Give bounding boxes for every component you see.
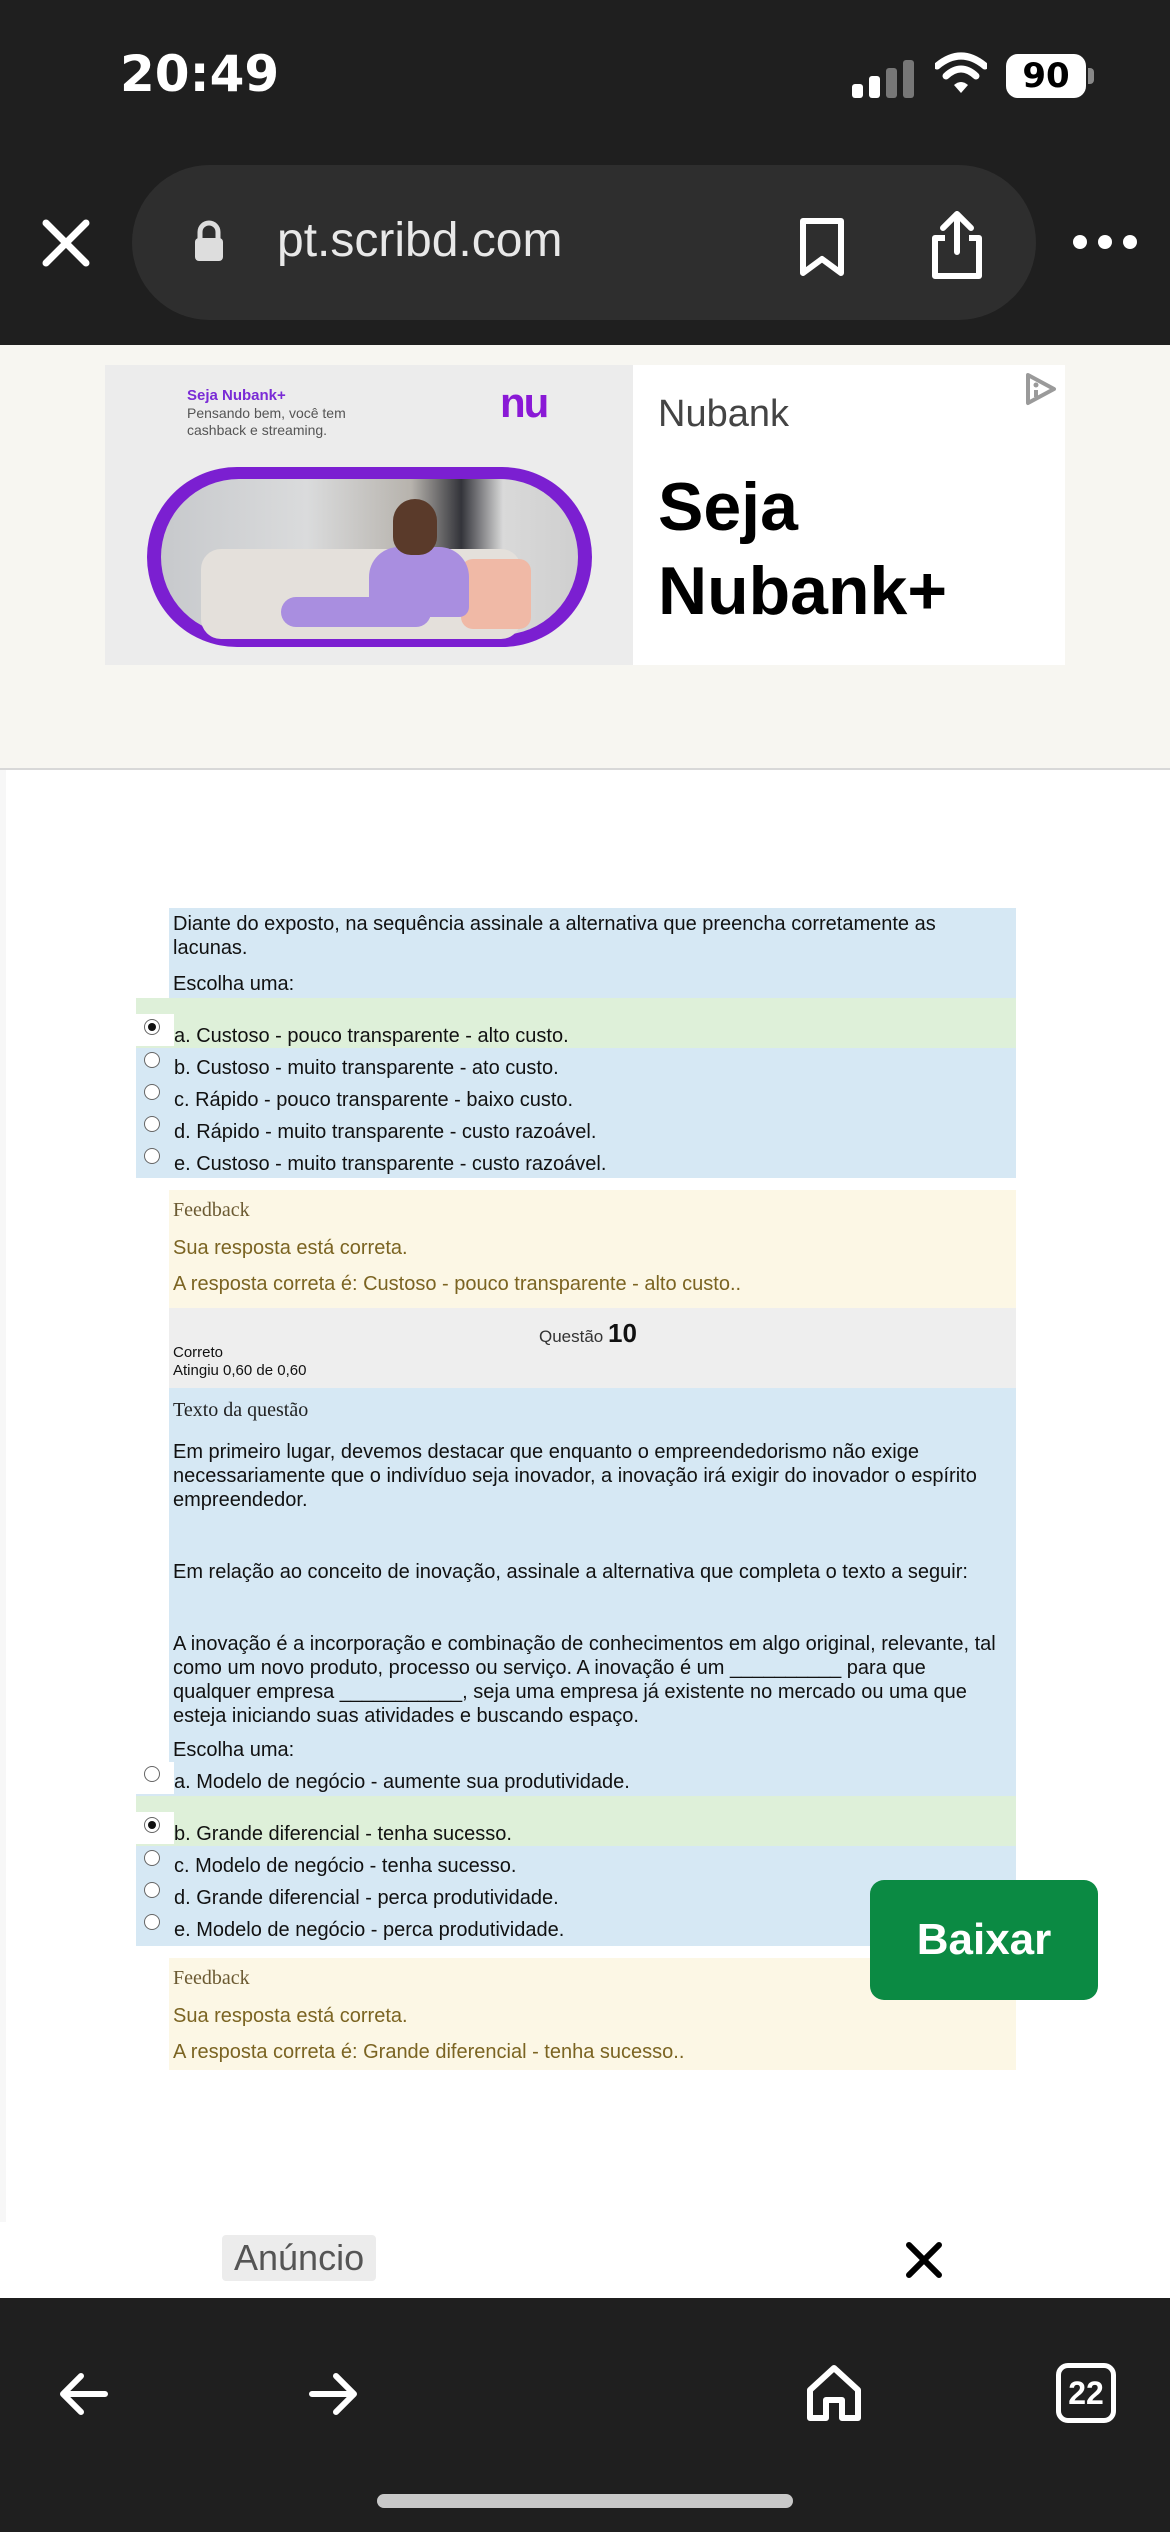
option-a-radio[interactable]	[144, 1766, 160, 1782]
battery-indicator: 90	[1006, 54, 1086, 98]
option-c-radio[interactable]	[144, 1084, 160, 1100]
question-label: Questão	[539, 1327, 604, 1346]
tabs-count-button[interactable]: 22	[1056, 2363, 1116, 2423]
share-icon[interactable]	[927, 210, 987, 280]
forward-arrow-icon[interactable]	[304, 2364, 364, 2424]
feedback-answer: A resposta correta é: Custoso - pouco transparente - alto custo..	[173, 1273, 742, 1295]
option-label[interactable]: a. Custoso - pouco transparente - alto custo.	[174, 1025, 569, 1047]
status-bar	[0, 0, 1170, 150]
option-d-radio[interactable]	[144, 1116, 160, 1132]
ad-image-text: Pensando bem, você tem cashback e streaming.	[187, 405, 346, 438]
option-c-radio[interactable]	[144, 1850, 160, 1866]
question-10-paragraph-2: Em relação ao conceito de inovação, assinale a alternativa que completa o texto a seguir:	[173, 1561, 968, 1583]
person-head-shape	[393, 499, 437, 555]
option-a-radio[interactable]	[144, 1019, 160, 1035]
question-10-paragraph-1: Em primeiro lugar, devemos destacar que enquanto o empreendedorismo não exige necessariamente que o indivíduo seja inovador, a inovação irá exigir do inovador o espírito empreendedor.	[173, 1441, 977, 1511]
nubank-logo: nu	[500, 379, 548, 426]
person-body-shape	[369, 547, 469, 617]
question-10-label	[539, 1318, 637, 1349]
option-label[interactable]: d. Grande diferencial - perca produtividade.	[174, 1887, 559, 1909]
url-text[interactable]: pt.scribd.com	[277, 214, 563, 267]
option-label[interactable]: b. Custoso - muito transparente - ato custo.	[174, 1057, 559, 1079]
question-10-score: Atingiu 0,60 de 0,60	[173, 1362, 307, 1379]
document-content	[6, 770, 1170, 2222]
ad-photo-frame	[147, 467, 592, 647]
option-label[interactable]: e. Modelo de negócio - perca produtividade.	[174, 1919, 565, 1941]
option-d-radio[interactable]	[144, 1882, 160, 1898]
option-b-radio[interactable]	[144, 1817, 160, 1833]
ad-photo	[161, 479, 578, 635]
clock: 20:49	[120, 45, 280, 103]
bookmark-icon[interactable]	[797, 217, 847, 277]
battery-tip	[1088, 68, 1094, 84]
question-10-choose: Escolha uma:	[173, 1739, 295, 1761]
ad-card[interactable]	[105, 365, 1065, 665]
home-icon[interactable]	[804, 2362, 864, 2422]
option-e-radio[interactable]	[144, 1914, 160, 1930]
download-button[interactable]: Baixar	[870, 1880, 1098, 2000]
option-label[interactable]: a. Modelo de negócio - aumente sua produtividade.	[174, 1771, 630, 1793]
ad-headline[interactable]: Seja Nubank+	[658, 469, 948, 629]
question-10-text-title: Texto da questão	[173, 1399, 309, 1421]
ad-banner-area	[0, 345, 1170, 770]
adchoices-icon[interactable]	[1022, 371, 1058, 407]
option-label[interactable]: e. Custoso - muito transparente - custo razoável.	[174, 1153, 607, 1175]
feedback-answer: A resposta correta é: Grande diferencial - tenha sucesso..	[173, 2041, 685, 2063]
question-9-choose: Escolha uma:	[173, 973, 295, 995]
browser-toolbar	[0, 150, 1170, 345]
question-10-paragraph-3: A inovação é a incorporação e combinação de conhecimentos em algo original, relevante, tal como um novo produto, processo ou serviço. A inovação é um __________ para que qualquer empresa ___________, seja uma empresa já existente no mercado ou uma que esteja iniciando suas atividades e buscando espaço.	[173, 1633, 996, 1727]
question-number: 10	[608, 1318, 637, 1348]
option-label[interactable]: b. Grande diferencial - tenha sucesso.	[174, 1823, 512, 1845]
option-label[interactable]: d. Rápido - muito transparente - custo razoável.	[174, 1121, 597, 1143]
feedback-title: Feedback	[173, 1199, 250, 1221]
close-ad-icon[interactable]	[904, 2240, 944, 2280]
cellular-signal-icon	[852, 58, 914, 98]
ad-image-title: Seja Nubank+	[187, 387, 286, 404]
document-page	[6, 770, 1170, 2222]
ad-label: Anúncio	[222, 2235, 376, 2281]
ad-label-row	[0, 2222, 1170, 2298]
lock-icon	[192, 219, 226, 263]
address-bar[interactable]	[132, 165, 1036, 320]
ad-brand: Nubank	[658, 393, 789, 435]
back-arrow-icon[interactable]	[53, 2364, 113, 2424]
feedback-result: Sua resposta está correta.	[173, 1237, 408, 1259]
more-options-icon[interactable]	[1072, 230, 1138, 254]
pillow-shape	[461, 559, 531, 629]
ad-image[interactable]	[105, 365, 633, 665]
close-icon[interactable]	[36, 213, 96, 273]
feedback-title: Feedback	[173, 1967, 250, 1989]
feedback-result: Sua resposta está correta.	[173, 2005, 408, 2027]
document-viewer	[0, 770, 1170, 2222]
option-b-radio[interactable]	[144, 1052, 160, 1068]
option-label[interactable]: c. Modelo de negócio - tenha sucesso.	[174, 1855, 517, 1877]
option-e-radio[interactable]	[144, 1148, 160, 1164]
wifi-icon	[935, 52, 987, 96]
question-10-status: Correto	[173, 1344, 224, 1361]
home-indicator	[377, 2494, 793, 2508]
option-label[interactable]: c. Rápido - pouco transparente - baixo custo.	[174, 1089, 574, 1111]
browser-bottom-bar	[0, 2298, 1170, 2532]
question-9-intro: Diante do exposto, na sequência assinale a alternativa que preencha corretamente as lacunas.	[173, 913, 936, 959]
